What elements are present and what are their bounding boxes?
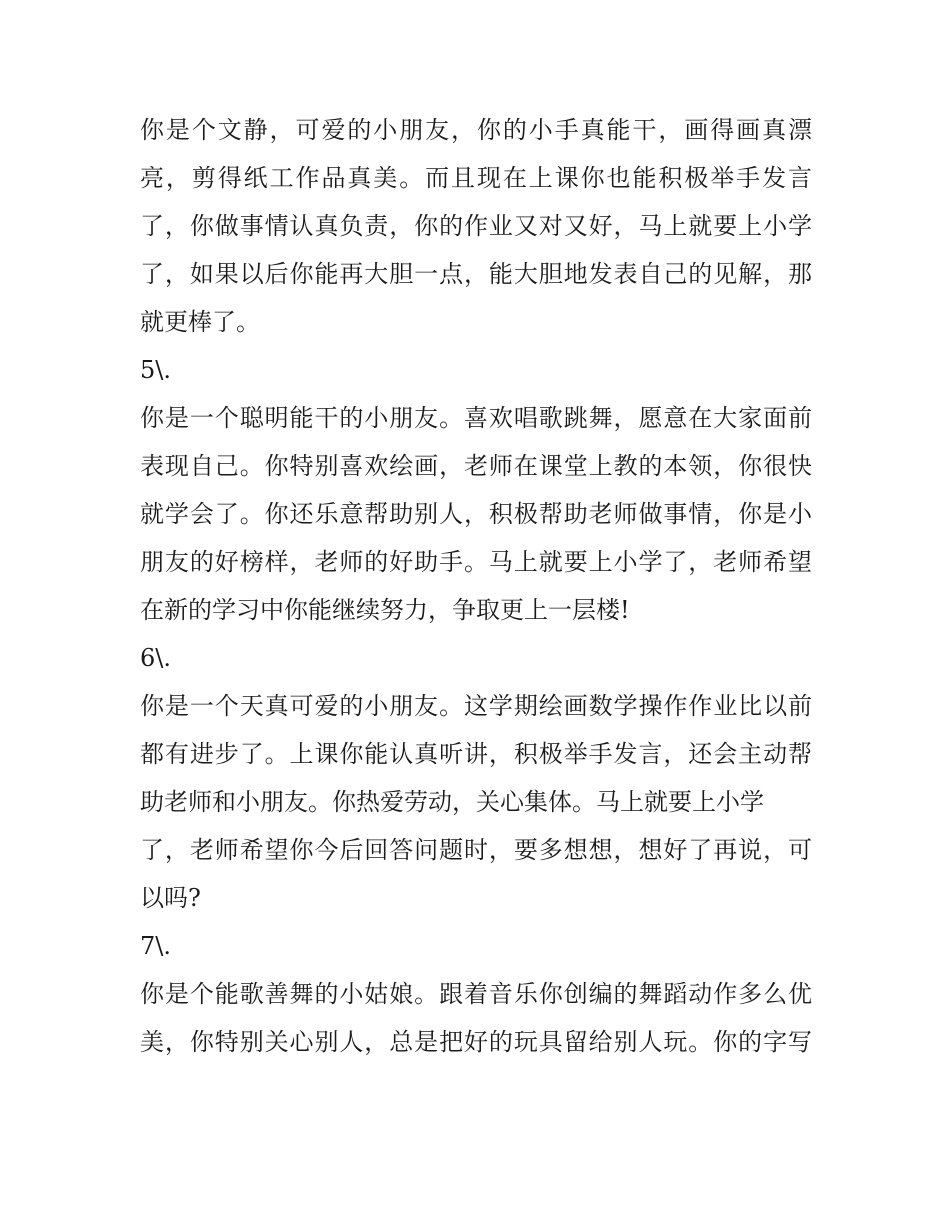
entry-number: 6\.	[140, 644, 171, 672]
paragraph-line: 你是一个聪明能干的小朋友。喜欢唱歌跳舞，愿意在大家面前	[140, 404, 812, 432]
paragraph-line: 你是个能歌善舞的小姑娘。跟着音乐你创编的舞蹈动作多么优	[140, 980, 812, 1008]
paragraph-line: 了，如果以后你能再大胆一点，能大胆地发表自己的见解，那	[140, 260, 812, 288]
paragraph-line: 就更棒了。	[140, 308, 260, 336]
paragraph-line: 你是个文静，可爱的小朋友，你的小手真能干，画得画真漂	[140, 116, 812, 144]
paragraph-line: 亮，剪得纸工作品真美。而且现在上课你也能积极举手发言	[140, 164, 812, 192]
paragraph-line: 助老师和小朋友。你热爱劳动，关心集体。马上就要上小学	[140, 788, 764, 816]
paragraph-line: 了，老师希望你今后回答问题时，要多想想，想好了再说，可	[140, 836, 812, 864]
paragraph-line: 表现自己。你特别喜欢绘画，老师在课堂上教的本领，你很快	[140, 452, 812, 480]
paragraph-line: 朋友的好榜样，老师的好助手。马上就要上小学了，老师希望	[140, 548, 812, 576]
text-body	[140, 106, 812, 1066]
paragraph-line: 美，你特别关心别人，总是把好的玩具留给别人玩。你的字写	[140, 1028, 812, 1056]
paragraph-line: 都有进步了。上课你能认真听讲，积极举手发言，还会主动帮	[140, 740, 812, 768]
paragraph-line: 在新的学习中你能继续努力，争取更上一层楼!	[140, 596, 630, 624]
paragraph-line: 你是一个天真可爱的小朋友。这学期绘画数学操作作业比以前	[140, 692, 812, 720]
paragraph-line: 了，你做事情认真负责，你的作业又对又好，马上就要上小学	[140, 212, 812, 240]
entry-number: 5\.	[140, 356, 171, 384]
paragraph-line: 就学会了。你还乐意帮助别人，积极帮助老师做事情，你是小	[140, 500, 812, 528]
entry-number: 7\.	[140, 932, 171, 960]
paragraph-line: 以吗?	[140, 884, 201, 912]
